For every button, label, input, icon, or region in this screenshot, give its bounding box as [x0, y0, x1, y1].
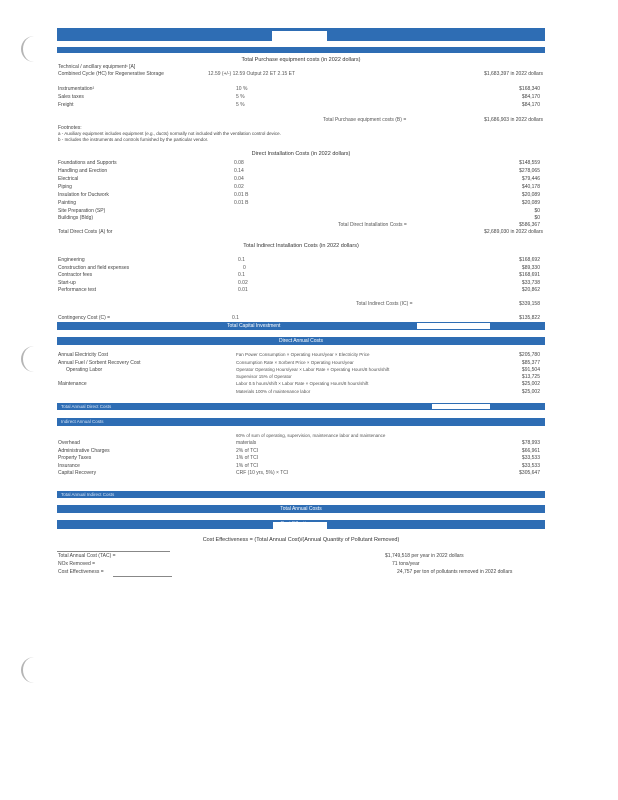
direct-install-row-factor: 0.04: [234, 176, 244, 182]
indirect-install-row-value: $89,330: [521, 265, 540, 271]
footnote-b: b - Includes the instruments and controls furnished by the particular vendor.: [58, 137, 209, 142]
indirect-install-row-label: Engineering: [58, 257, 85, 263]
direct-annual-row-value: $25,002: [521, 381, 540, 387]
equipment-row-factor: 5 %: [236, 102, 245, 108]
punch-hole-middle: [21, 346, 41, 372]
equipment-total-value: $1,686,903 in 2022 dollars: [484, 117, 543, 123]
indirect-install-row-value: $168,692: [519, 257, 540, 263]
cost-table-rule-top: [57, 551, 170, 552]
indirect-install-total-value: $339,158: [519, 301, 540, 307]
indirect-install-row-factor: 0.1: [238, 257, 245, 263]
equipment-header-line-1: Technical / ancillary equipment¹ [A]: [58, 64, 136, 70]
direct-annual-row-label: Annual Fuel / Sorbent Recovery Cost: [58, 360, 141, 366]
direct-annual-row-value: $25,002: [521, 389, 540, 395]
direct-install-row-label: Piping: [58, 184, 72, 190]
direct-install-row-value: $20,089: [521, 200, 540, 206]
indirect-annual-label: Indirect Annual Costs: [61, 419, 104, 424]
indirect-annual-row-label: Administrative Charges: [58, 448, 110, 454]
total-direct-costs-label: Total Direct Costs (A) for: [58, 229, 113, 235]
direct-install-row-value: $148,559: [519, 160, 540, 166]
subheader-bar: [57, 47, 545, 53]
indirect-install-row-value: $33,738: [521, 280, 540, 286]
direct-annual-row-value: $91,504: [521, 367, 540, 373]
indirect-annual-row-formula: 1% of TCI: [236, 455, 259, 461]
direct-install-row-factor: 0.08: [234, 160, 244, 166]
total-annual-direct-bar: [57, 403, 545, 410]
footnote-a: a - Auxiliary equipment includes equipment (e.g., ducts) normally not included with the ventilation control device.: [58, 131, 281, 136]
direct-annual-value-box: [432, 404, 490, 409]
footnote-heading: Footnotes:: [58, 125, 82, 131]
direct-install-row-value: $278,065: [519, 168, 540, 174]
direct-annual-bar: [57, 337, 545, 345]
indirect-install-row-value: $168,691: [519, 272, 540, 278]
cost-effectiveness-bar-gap: [273, 522, 327, 529]
equipment-row-factor: 10 %: [236, 86, 248, 92]
indirect-install-row-label: Performance test: [58, 287, 97, 293]
direct-install-row-label: Insulation for Ductwork: [58, 192, 109, 198]
direct-annual-row-value: $85,377: [521, 360, 540, 366]
direct-annual-row-formula: Operator Operating Hours/year × Labor Rate × Operating Hours/8 hours/shift: [236, 367, 390, 372]
direct-install-row-label: Electrical: [58, 176, 79, 182]
equipment-row-label: Freight: [58, 102, 74, 108]
direct-install-row-label: Painting: [58, 200, 77, 206]
indirect-install-title: Total Indirect Installation Costs (in 2022 dollars): [243, 243, 359, 249]
indirect-install-row-factor: 0.02: [238, 280, 248, 286]
total-capital-investment-label: Total Capital Investment: [227, 323, 281, 329]
equipment-section-title: Total Purchase equipment costs (in 2022 dollars): [241, 57, 361, 63]
indirect-annual-bar: [57, 418, 545, 426]
indirect-annual-row-formula: CRF (10 yrs, 5%) × TCI: [236, 470, 289, 476]
total-annual-costs-label: Total Annual Costs: [280, 506, 322, 512]
direct-install-row-factor: 0.01 B: [234, 192, 249, 198]
indirect-annual-row-formula: 2% of TCI: [236, 448, 259, 454]
cost-effectiveness-value: 24,757 per ton of pollutants removed in 2022 dollars: [397, 569, 513, 575]
indirect-annual-row-value: $305,647: [519, 470, 540, 476]
equipment-row-label: Sales taxes: [58, 94, 84, 100]
tci-value-box: [417, 323, 490, 329]
direct-annual-label: Direct Annual Costs: [279, 338, 323, 344]
direct-annual-row-formula: Fan Power Consumption × Operating Hours/year × Electricity Price: [236, 352, 370, 357]
indirect-annual-row-label: Insurance: [58, 463, 80, 469]
total-annual-indirect-label: Total Annual Indirect Costs: [61, 492, 115, 497]
punch-hole-bottom: [21, 657, 41, 683]
total-capital-investment-bar: [57, 322, 545, 330]
direct-annual-row-label: Annual Electricity Cost: [58, 352, 109, 358]
direct-install-row-factor: 0.02: [234, 184, 244, 190]
equipment-row-factor: 5 %: [236, 94, 245, 100]
direct-install-total-label: Total Direct Installation Costs =: [338, 222, 407, 228]
direct-install-row-value: $0: [534, 215, 540, 221]
direct-install-row-label: Handling and Erection: [58, 168, 108, 174]
nox-removed-value: 71 tons/year: [392, 561, 420, 567]
indirect-annual-row-label: Capital Recovery: [58, 470, 97, 476]
indirect-annual-row-value: $33,533: [521, 455, 540, 461]
equipment-row-value: $84,170: [521, 102, 540, 108]
indirect-annual-row-formula: 1% of TCI: [236, 463, 259, 469]
direct-install-row-value: $40,178: [521, 184, 540, 190]
cost-effectiveness-formula: Cost Effectiveness = (Total Annual Cost)/(Annual Quantity of Pollutant Removed): [202, 537, 400, 543]
direct-install-row-label: Site Preparation (SP): [58, 208, 106, 214]
indirect-install-row-factor: 0.1: [238, 272, 245, 278]
overhead-formula-heading: 60% of sum of operating, supervision, maintenance labor and maintenance: [236, 433, 386, 438]
direct-annual-row-value: $13,725: [521, 374, 540, 380]
indirect-annual-row-label: Overhead: [58, 440, 80, 446]
indirect-install-row-label: Start-up: [58, 280, 76, 286]
equipment-total-label: Total Purchase equipment costs (B) =: [323, 117, 407, 123]
direct-annual-row-formula: Labor 0.5 hours/shift × Labor Rate × Operating Hours/8 hours/shift: [236, 381, 369, 386]
direct-install-title: Direct Installation Costs (in 2022 dollars): [251, 151, 351, 157]
direct-install-row-label: Foundations and Supports: [58, 160, 117, 166]
total-annual-costs-bar: [57, 505, 545, 513]
indirect-install-total-label: Total Indirect Costs (IC) =: [356, 301, 413, 307]
indirect-annual-row-formula: materials: [236, 440, 257, 446]
direct-install-row-factor: 0.01 B: [234, 200, 249, 206]
cost-effectiveness-bar: [57, 520, 545, 529]
indirect-install-row-label: Construction and field expenses: [58, 265, 130, 271]
punch-hole-top: [21, 36, 41, 62]
header-bar-gap: [272, 31, 327, 41]
indirect-annual-row-value: $78,993: [521, 440, 540, 446]
contingency-factor: 0.1: [232, 315, 239, 321]
direct-annual-row-label: Operating Labor: [66, 367, 103, 373]
indirect-install-row-label: Contractor fees: [58, 272, 93, 278]
equipment-row-value: $168,340: [519, 86, 540, 92]
direct-annual-row-formula: Supervisor 15% of Operator: [236, 374, 292, 379]
total-direct-costs-value: $2,689,030 in 2022 dollars: [484, 229, 543, 235]
cost-table-rule-bottom: [113, 576, 172, 577]
indirect-annual-row-value: $33,533: [521, 463, 540, 469]
direct-install-row-factor: 0.14: [234, 168, 244, 174]
nox-removed-label: NOx Removed =: [58, 561, 96, 567]
direct-install-row-label: Buildings (Bldg): [58, 215, 94, 221]
direct-install-total-value: $586,367: [519, 222, 540, 228]
indirect-install-row-factor: 0: [243, 265, 246, 271]
indirect-annual-row-label: Property Taxes: [58, 455, 92, 461]
header-bar: [57, 28, 545, 41]
contingency-label: Contingency Cost (C) =: [58, 315, 111, 321]
total-annual-direct-label: Total Annual Direct Costs: [61, 404, 112, 409]
direct-annual-row-formula: Materials 100% of maintenance labor: [236, 389, 311, 394]
direct-annual-row-label: Maintenance: [58, 381, 87, 387]
indirect-install-row-value: $20,862: [521, 287, 540, 293]
equipment-header-line-2: Combined Cycle (HC) for Regenerative Storage: [58, 71, 164, 77]
equipment-row-value: $84,170: [521, 94, 540, 100]
direct-annual-row-value: $205,780: [519, 352, 540, 358]
contingency-value: $135,822: [519, 315, 540, 321]
equipment-row-label: Instrumentation²: [58, 86, 95, 92]
direct-install-row-value: $79,446: [521, 176, 540, 182]
total-annual-cost-value: $1,749,518 per year in 2022 dollars: [385, 553, 464, 559]
direct-install-row-value: $20,089: [521, 192, 540, 198]
direct-annual-row-formula: Consumption Rate × Sorbent Price × Operating Hours/year: [236, 360, 354, 365]
direct-install-row-value: $0: [534, 208, 540, 214]
total-annual-cost-label: Total Annual Cost (TAC) =: [58, 553, 116, 559]
equipment-header-mid: 12.59 (+/-) 12.59 Output 22 ET 2.15 ET: [208, 71, 296, 77]
indirect-install-row-factor: 0.01: [238, 287, 248, 293]
total-annual-indirect-bar: [57, 491, 545, 498]
indirect-annual-row-value: $66,961: [521, 448, 540, 454]
equipment-header-value: $1,683,397 in 2022 dollars: [484, 71, 543, 77]
cost-effectiveness-label: Cost Effectiveness =: [58, 569, 104, 575]
